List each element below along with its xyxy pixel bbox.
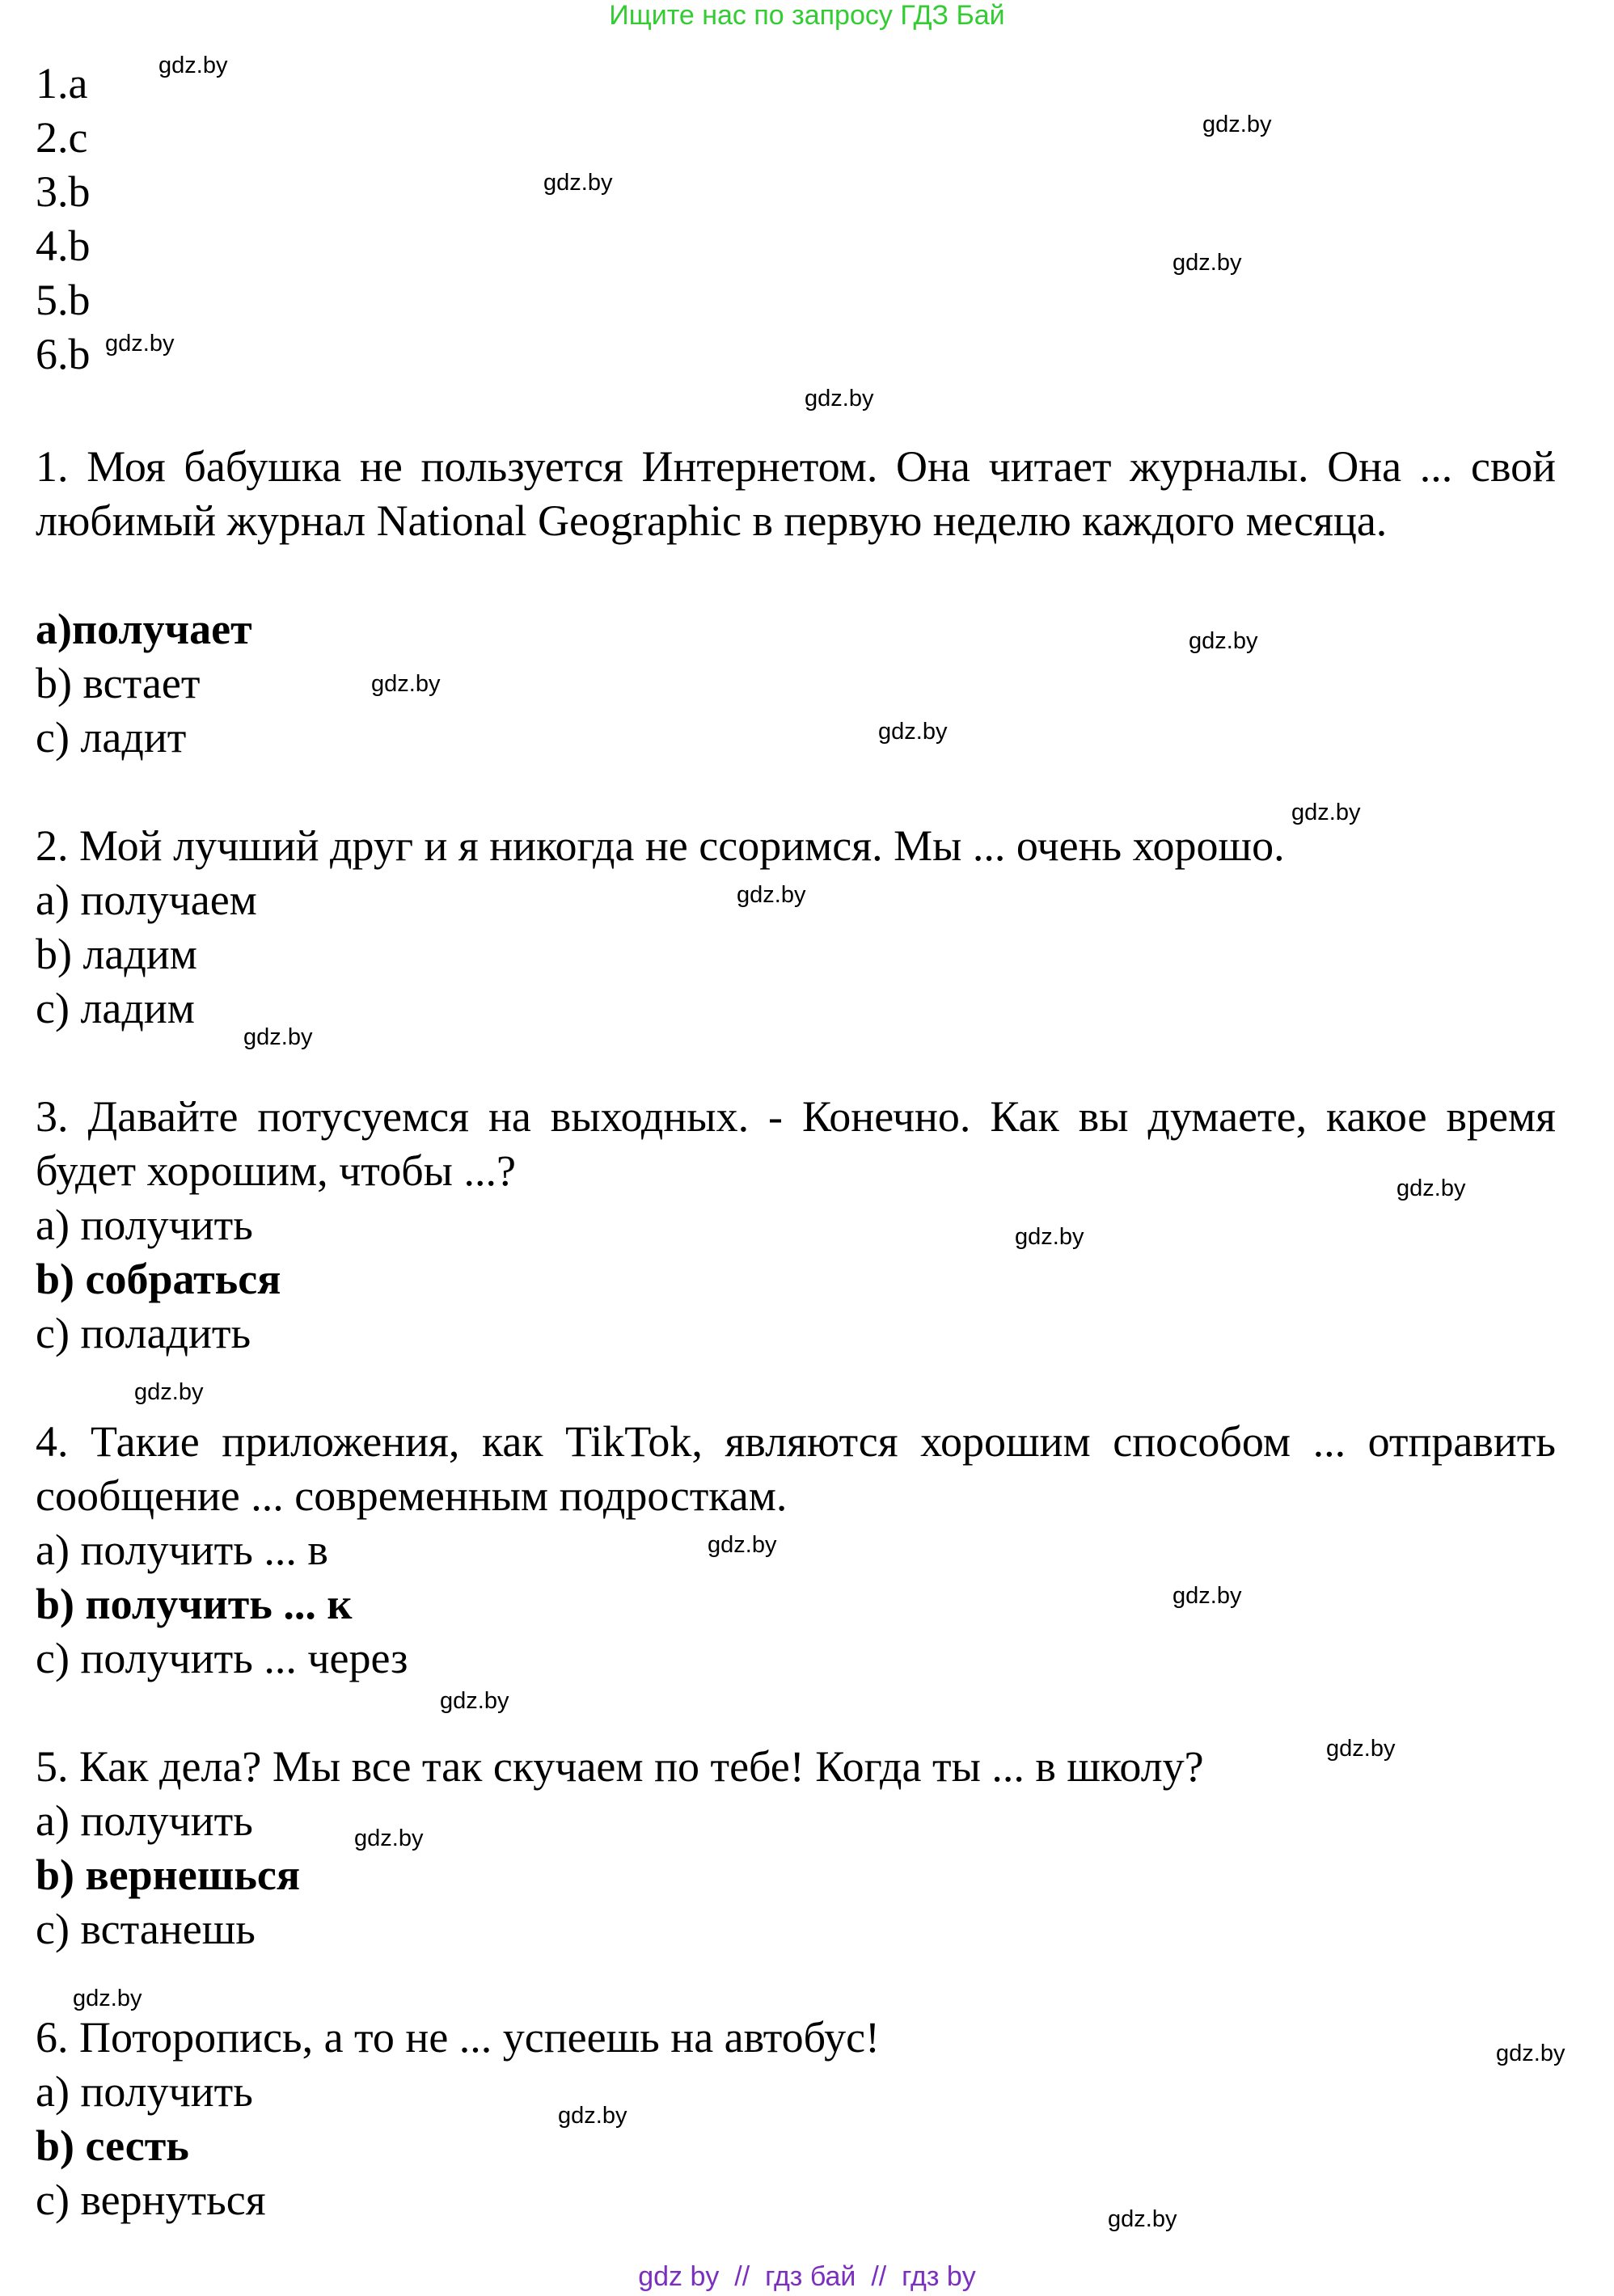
question-text: 5. Как дела? Мы все так скучаем по тебе! Когда ты ... в школу? <box>36 1742 1204 1791</box>
watermark: gdz.by <box>1496 2041 1565 2066</box>
watermark: gdz.by <box>243 1024 313 1050</box>
footer-link-gdz-by[interactable]: gdz by <box>638 2261 720 2292</box>
option: a) получаем <box>36 876 257 924</box>
answer-item: 2.c <box>36 113 88 162</box>
header-search-link[interactable]: Ищите нас по запросу ГДЗ Бай <box>609 0 1005 31</box>
watermark: gdz.by <box>1202 112 1272 137</box>
watermark: gdz.by <box>1291 800 1361 825</box>
answer-item: 4.b <box>36 222 91 270</box>
question-text: 6. Поторопись, а то не ... успеешь на автобус! <box>36 2013 881 2062</box>
watermark: gdz.by <box>105 331 175 357</box>
watermark: gdz.by <box>1189 628 1258 654</box>
option-correct: b) получить ... к <box>36 1580 353 1628</box>
watermark: gdz.by <box>878 719 948 745</box>
option-correct: b) сесть <box>36 2121 189 2170</box>
footer-link-gdz-bai[interactable]: гдз бай <box>765 2261 856 2292</box>
watermark: gdz.by <box>354 1825 424 1851</box>
footer-links[interactable] <box>0 2261 1614 2292</box>
footer-separator: // <box>719 2261 766 2292</box>
watermark: gdz.by <box>737 882 806 908</box>
answer-item: 1.a <box>36 59 88 108</box>
question-text: 3. Давайте потусуемся на выходных. - Конечно. Как вы думаете, какое время будет хорошим, чтобы ...? <box>36 1092 1556 1195</box>
watermark: gdz.by <box>1172 250 1242 276</box>
answer-item: 6.b <box>36 330 91 378</box>
watermark: gdz.by <box>1326 1736 1396 1762</box>
watermark: gdz.by <box>543 170 613 196</box>
watermark: gdz.by <box>1108 2206 1177 2232</box>
question-text: 4. Такие приложения, как TikTok, являются хорошим способом ... отправить сообщение ... современным подросткам. <box>36 1417 1556 1520</box>
option-correct: b) вернешься <box>36 1851 301 1899</box>
answer-item: 3.b <box>36 167 91 216</box>
watermark: gdz.by <box>805 386 874 412</box>
watermark: gdz.by <box>1015 1224 1084 1250</box>
answer-item: 5.b <box>36 276 91 324</box>
option: c) ладит <box>36 713 187 762</box>
footer-separator: // <box>856 2261 902 2292</box>
option-correct: b) собраться <box>36 1255 281 1303</box>
option: a) получить <box>36 1201 253 1249</box>
watermark: gdz.by <box>708 1532 777 1558</box>
option: c) получить ... через <box>36 1634 408 1682</box>
option: c) поладить <box>36 1309 251 1357</box>
watermark: gdz.by <box>558 2103 627 2129</box>
option: c) встанешь <box>36 1905 256 1953</box>
option: c) вернуться <box>36 2176 266 2224</box>
option: a) получить ... в <box>36 1526 328 1574</box>
question-text: 2. Мой лучший друг и я никогда не ссоримся. Мы ... очень хорошо. <box>36 821 1285 870</box>
watermark: gdz.by <box>440 1688 509 1714</box>
option: b) ладим <box>36 930 197 978</box>
watermark: gdz.by <box>371 671 441 697</box>
watermark: gdz.by <box>158 53 228 78</box>
watermark: gdz.by <box>1396 1175 1466 1201</box>
option: a) получить <box>36 1796 253 1845</box>
watermark: gdz.by <box>1172 1583 1242 1609</box>
watermark: gdz.by <box>134 1379 204 1405</box>
option: c) ладим <box>36 984 195 1032</box>
option: b) встает <box>36 659 201 707</box>
question-text: 1. Моя бабушка не пользуется Интернетом. Она читает журналы. Она ... свой любимый журнал National Geographic в первую неделю каждого месяца. <box>36 442 1556 545</box>
watermark: gdz.by <box>73 1986 142 2011</box>
footer-link-gdz-by-cyr[interactable]: гдз by <box>902 2261 976 2292</box>
option: a) получить <box>36 2067 253 2116</box>
option-correct: a)получает <box>36 605 252 653</box>
